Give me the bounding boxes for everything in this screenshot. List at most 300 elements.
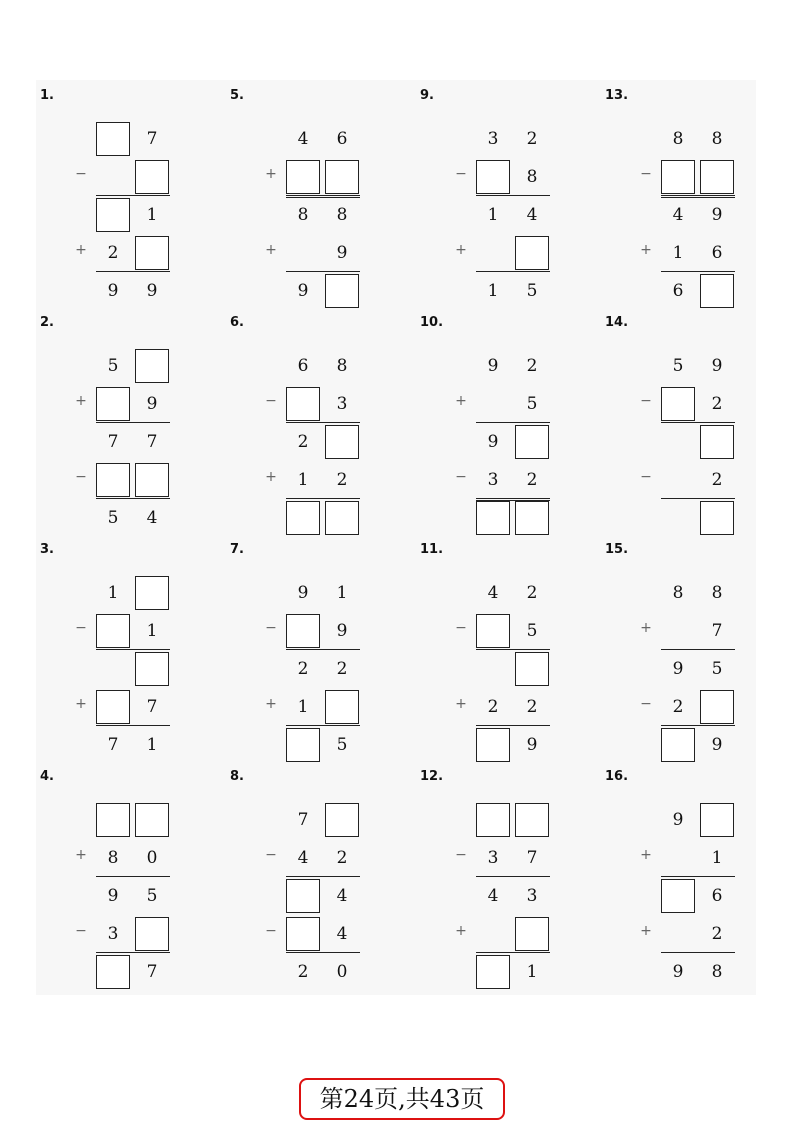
answer-box[interactable]: [135, 463, 169, 497]
digit: 2: [711, 470, 723, 490]
digit: 1: [672, 243, 684, 263]
digit: 6: [711, 243, 723, 263]
digit: 5: [672, 356, 684, 376]
equation-row: [601, 423, 781, 459]
equation-row: [416, 612, 596, 648]
plus-sign: +: [265, 696, 277, 712]
equation-row: [226, 499, 406, 535]
equation-row: [226, 196, 406, 232]
digit: 4: [672, 205, 684, 225]
digit: 7: [526, 848, 538, 868]
digit: 8: [672, 129, 684, 149]
digit: 2: [526, 470, 538, 490]
digit: 8: [297, 205, 309, 225]
equation-row: [226, 120, 406, 156]
digit: 3: [526, 886, 538, 906]
digit: 9: [336, 621, 348, 641]
digit: 1: [711, 848, 723, 868]
equation-row: [226, 650, 406, 686]
equation-row: [226, 612, 406, 648]
equation-row: [226, 158, 406, 194]
plus-sign: +: [265, 469, 277, 485]
digit: 3: [487, 129, 499, 149]
result-line: [96, 725, 170, 726]
answer-box[interactable]: [96, 122, 130, 156]
digit: 7: [711, 621, 723, 641]
plus-sign: +: [75, 847, 87, 863]
digit: 3: [107, 924, 119, 944]
result-line: [286, 725, 360, 726]
plus-sign: +: [265, 166, 277, 182]
answer-box[interactable]: [96, 614, 130, 648]
digit: 8: [336, 205, 348, 225]
answer-box[interactable]: [325, 160, 359, 194]
equation-row: [416, 688, 596, 724]
plus-sign: +: [455, 393, 467, 409]
digit: 5: [336, 735, 348, 755]
answer-box[interactable]: [476, 614, 510, 648]
answer-box[interactable]: [700, 160, 734, 194]
equation-row: [601, 688, 781, 724]
digit: 8: [711, 583, 723, 603]
equation-row: [416, 915, 596, 951]
plus-sign: +: [75, 242, 87, 258]
equation-row: [601, 499, 781, 535]
digit: 1: [146, 205, 158, 225]
answer-box[interactable]: [286, 160, 320, 194]
result-line: [661, 952, 735, 953]
minus-sign: −: [640, 469, 652, 485]
result-line: [661, 422, 735, 423]
equation-row: [416, 423, 596, 459]
equation-row: [36, 953, 216, 989]
plus-sign: +: [265, 242, 277, 258]
result-line: [661, 649, 735, 650]
equation-row: [226, 234, 406, 270]
answer-box[interactable]: [325, 425, 359, 459]
result-line: [476, 649, 550, 650]
answer-box[interactable]: [96, 463, 130, 497]
equation-row: [416, 234, 596, 270]
result-line: [476, 422, 550, 423]
result-line: [476, 195, 550, 196]
answer-box[interactable]: [135, 917, 169, 951]
equation-row: [416, 574, 596, 610]
digit: 7: [297, 810, 309, 830]
problem-number: 3.: [40, 542, 54, 557]
problem-number: 6.: [230, 315, 244, 330]
digit: 1: [336, 583, 348, 603]
digit: 2: [711, 924, 723, 944]
result-line: [476, 876, 550, 877]
result-line: [661, 725, 735, 726]
digit: 9: [146, 394, 158, 414]
problem-4: [36, 761, 216, 987]
result-line: [661, 876, 735, 877]
equation-row: [601, 461, 781, 497]
plus-sign: +: [455, 242, 467, 258]
digit: 6: [297, 356, 309, 376]
digit: 1: [297, 470, 309, 490]
answer-box[interactable]: [96, 387, 130, 421]
digit: 4: [336, 886, 348, 906]
digit: 8: [336, 356, 348, 376]
answer-box[interactable]: [286, 614, 320, 648]
equation-row: [36, 120, 216, 156]
equation-row: [601, 347, 781, 383]
equation-row: [36, 650, 216, 686]
plus-sign: +: [640, 923, 652, 939]
minus-sign: −: [455, 469, 467, 485]
answer-box[interactable]: [661, 728, 695, 762]
problem-13: [601, 80, 781, 306]
answer-box[interactable]: [325, 501, 359, 535]
digit: 2: [711, 394, 723, 414]
result-line: [286, 422, 360, 423]
equation-row: [226, 688, 406, 724]
digit: 9: [711, 205, 723, 225]
equation-row: [36, 839, 216, 875]
problem-10: [416, 307, 596, 533]
digit: 1: [146, 735, 158, 755]
digit: 9: [107, 886, 119, 906]
equation-row: [36, 461, 216, 497]
result-line: [96, 649, 170, 650]
digit: 0: [336, 962, 348, 982]
equation-row: [226, 953, 406, 989]
equation-row: [36, 877, 216, 913]
answer-box[interactable]: [515, 917, 549, 951]
minus-sign: −: [75, 166, 87, 182]
plus-sign: +: [455, 923, 467, 939]
digit: 9: [672, 659, 684, 679]
problem-2: [36, 307, 216, 533]
answer-box[interactable]: [286, 387, 320, 421]
digit: 4: [297, 848, 309, 868]
result-line: [286, 649, 360, 650]
digit: 7: [146, 697, 158, 717]
digit: 3: [487, 848, 499, 868]
result-line: [96, 271, 170, 272]
problem-number: 5.: [230, 88, 244, 103]
result-line: [96, 952, 170, 953]
equation-row: [36, 726, 216, 762]
equation-row: [416, 347, 596, 383]
digit: 2: [672, 697, 684, 717]
minus-sign: −: [75, 923, 87, 939]
equation-row: [226, 839, 406, 875]
digit: 2: [297, 962, 309, 982]
answer-box[interactable]: [476, 803, 510, 837]
equation-row: [226, 915, 406, 951]
answer-box[interactable]: [135, 652, 169, 686]
equation-row: [226, 461, 406, 497]
result-line: [286, 271, 360, 272]
equation-row: [36, 801, 216, 837]
digit: 9: [107, 281, 119, 301]
result-line: [476, 725, 550, 726]
answer-box[interactable]: [325, 690, 359, 724]
answer-box[interactable]: [286, 917, 320, 951]
equation-row: [36, 915, 216, 951]
digit: 4: [526, 205, 538, 225]
digit: 2: [526, 697, 538, 717]
minus-sign: −: [640, 166, 652, 182]
result-line: [96, 498, 170, 499]
minus-sign: −: [455, 166, 467, 182]
result-line: [286, 498, 360, 499]
equation-row: [36, 234, 216, 270]
answer-box[interactable]: [135, 349, 169, 383]
answer-box[interactable]: [700, 501, 734, 535]
equation-row: [36, 158, 216, 194]
problem-number: 15.: [605, 542, 629, 557]
equation-row: [416, 385, 596, 421]
answer-box[interactable]: [661, 879, 695, 913]
equation-row: [416, 726, 596, 762]
answer-box[interactable]: [286, 501, 320, 535]
minus-sign: −: [455, 620, 467, 636]
equation-row: [36, 574, 216, 610]
digit: 9: [336, 243, 348, 263]
digit: 5: [107, 356, 119, 376]
digit: 5: [146, 886, 158, 906]
equation-row: [36, 612, 216, 648]
page-indicator: 第24页,共43页: [299, 1078, 505, 1120]
answer-box[interactable]: [515, 652, 549, 686]
answer-box[interactable]: [325, 274, 359, 308]
minus-sign: −: [75, 620, 87, 636]
answer-box[interactable]: [515, 803, 549, 837]
digit: 9: [526, 735, 538, 755]
answer-box[interactable]: [700, 690, 734, 724]
equation-row: [226, 726, 406, 762]
digit: 5: [711, 659, 723, 679]
problem-number: 16.: [605, 769, 629, 784]
digit: 2: [297, 659, 309, 679]
equation-row: [416, 839, 596, 875]
result-line: [476, 952, 550, 953]
equation-row: [601, 915, 781, 951]
problem-14: [601, 307, 781, 533]
answer-box[interactable]: [96, 198, 130, 232]
answer-box[interactable]: [661, 387, 695, 421]
equation-row: [226, 877, 406, 913]
result-line: [661, 498, 735, 499]
answer-box[interactable]: [661, 160, 695, 194]
equation-row: [416, 877, 596, 913]
digit: 3: [487, 470, 499, 490]
answer-box[interactable]: [476, 160, 510, 194]
result-line: [96, 195, 170, 196]
problem-number: 7.: [230, 542, 244, 557]
equation-row: [226, 423, 406, 459]
equation-row: [36, 423, 216, 459]
minus-sign: −: [640, 696, 652, 712]
digit: 1: [526, 962, 538, 982]
digit: 9: [487, 356, 499, 376]
digit: 5: [107, 508, 119, 528]
equation-row: [601, 196, 781, 232]
problem-15: [601, 534, 781, 760]
result-line: [286, 195, 360, 198]
equation-row: [416, 461, 596, 497]
digit: 2: [336, 470, 348, 490]
digit: 2: [107, 243, 119, 263]
digit: 9: [672, 810, 684, 830]
digit: 7: [107, 735, 119, 755]
digit: 4: [487, 886, 499, 906]
equation-row: [416, 196, 596, 232]
problem-16: [601, 761, 781, 987]
answer-box[interactable]: [700, 425, 734, 459]
equation-row: [601, 953, 781, 989]
problem-number: 12.: [420, 769, 444, 784]
digit: 7: [107, 432, 119, 452]
digit: 8: [672, 583, 684, 603]
digit: 8: [711, 962, 723, 982]
digit: 9: [487, 432, 499, 452]
problem-number: 9.: [420, 88, 434, 103]
digit: 5: [526, 621, 538, 641]
result-line: [476, 271, 550, 272]
equation-row: [36, 347, 216, 383]
answer-box[interactable]: [135, 160, 169, 194]
digit: 9: [297, 583, 309, 603]
answer-box[interactable]: [515, 425, 549, 459]
digit: 6: [336, 129, 348, 149]
answer-box[interactable]: [286, 728, 320, 762]
answer-box[interactable]: [700, 274, 734, 308]
plus-sign: +: [640, 847, 652, 863]
plus-sign: +: [455, 696, 467, 712]
result-line: [96, 422, 170, 423]
equation-row: [601, 385, 781, 421]
equation-row: [601, 612, 781, 648]
result-line: [661, 195, 735, 198]
problem-11: [416, 534, 596, 760]
problem-5: [226, 80, 406, 306]
answer-box[interactable]: [476, 728, 510, 762]
digit: 7: [146, 129, 158, 149]
equation-row: [601, 839, 781, 875]
problem-9: [416, 80, 596, 306]
worksheet: [36, 80, 756, 995]
answer-box[interactable]: [135, 803, 169, 837]
result-line: [661, 271, 735, 272]
equation-row: [601, 574, 781, 610]
answer-box[interactable]: [135, 236, 169, 270]
answer-box[interactable]: [96, 803, 130, 837]
digit: 5: [526, 281, 538, 301]
equation-row: [601, 801, 781, 837]
minus-sign: −: [75, 469, 87, 485]
result-line: [476, 498, 550, 501]
answer-box[interactable]: [96, 955, 130, 989]
equation-row: [36, 688, 216, 724]
problem-1: [36, 80, 216, 306]
problem-number: 4.: [40, 769, 54, 784]
answer-box[interactable]: [515, 501, 549, 535]
answer-box[interactable]: [476, 501, 510, 535]
problem-12: [416, 761, 596, 987]
equation-row: [601, 272, 781, 308]
problem-8: [226, 761, 406, 987]
equation-row: [36, 196, 216, 232]
minus-sign: −: [265, 847, 277, 863]
equation-row: [416, 801, 596, 837]
plus-sign: +: [640, 620, 652, 636]
digit: 7: [146, 432, 158, 452]
digit: 4: [487, 583, 499, 603]
digit: 2: [526, 356, 538, 376]
problem-number: 14.: [605, 315, 629, 330]
digit: 1: [487, 205, 499, 225]
digit: 2: [297, 432, 309, 452]
digit: 6: [711, 886, 723, 906]
result-line: [286, 952, 360, 953]
digit: 9: [297, 281, 309, 301]
plus-sign: +: [75, 393, 87, 409]
digit: 4: [336, 924, 348, 944]
equation-row: [601, 234, 781, 270]
digit: 1: [146, 621, 158, 641]
equation-row: [226, 801, 406, 837]
digit: 4: [146, 508, 158, 528]
equation-row: [416, 158, 596, 194]
digit: 1: [487, 281, 499, 301]
problem-number: 8.: [230, 769, 244, 784]
equation-row: [226, 385, 406, 421]
answer-box[interactable]: [515, 236, 549, 270]
answer-box[interactable]: [96, 690, 130, 724]
answer-box[interactable]: [700, 803, 734, 837]
digit: 2: [526, 129, 538, 149]
digit: 2: [336, 848, 348, 868]
digit: 5: [526, 394, 538, 414]
problem-number: 1.: [40, 88, 54, 103]
digit: 2: [336, 659, 348, 679]
digit: 2: [487, 697, 499, 717]
answer-box[interactable]: [325, 803, 359, 837]
minus-sign: −: [640, 393, 652, 409]
problem-number: 11.: [420, 542, 444, 557]
digit: 8: [711, 129, 723, 149]
result-line: [96, 876, 170, 877]
result-line: [286, 876, 360, 877]
problem-3: [36, 534, 216, 760]
digit: 3: [336, 394, 348, 414]
problem-6: [226, 307, 406, 533]
minus-sign: −: [265, 620, 277, 636]
equation-row: [416, 650, 596, 686]
equation-row: [601, 650, 781, 686]
answer-box[interactable]: [476, 955, 510, 989]
equation-row: [601, 726, 781, 762]
equation-row: [601, 877, 781, 913]
equation-row: [416, 120, 596, 156]
digit: 8: [107, 848, 119, 868]
answer-box[interactable]: [135, 576, 169, 610]
digit: 1: [107, 583, 119, 603]
answer-box[interactable]: [286, 879, 320, 913]
digit: 4: [297, 129, 309, 149]
minus-sign: −: [265, 393, 277, 409]
equation-row: [416, 499, 596, 535]
equation-row: [601, 120, 781, 156]
equation-row: [226, 347, 406, 383]
digit: 2: [526, 583, 538, 603]
